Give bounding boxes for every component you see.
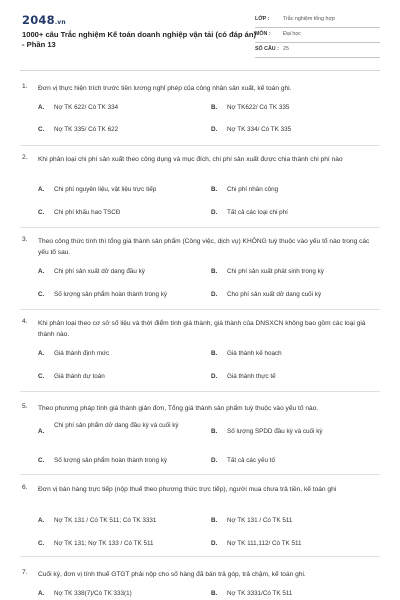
answer-text: Nợ TK 335/ Có TK 622 [54,126,119,133]
answer-letter: A. [38,186,45,193]
question-text: Cuối kỳ, đơn vị tính thuế GTGT phải nộp cho số hàng đã bán trả góp, trả chậm, kế toán ghi. [38,571,306,578]
site-logo[interactable] [22,13,66,27]
question-text: Đơn vị bán hàng trực tiếp (nộp thuế theo phương thức trực tiếp), người mua chưa trả tiền, kế toán ghi [38,486,337,493]
answer-text: Số lượng SPDD đầu kỳ và cuối kỳ [227,428,323,435]
question-divider [20,391,380,392]
answer-text: Nợ TK 131 / Có TK 511 [227,517,293,524]
question-number: 3. [22,236,28,243]
answer-text: Giá thành dự toán [54,373,105,380]
answer-letter: C. [38,540,45,547]
meta-row-count [255,43,380,58]
answer-letter: D. [211,540,218,547]
answer-letter: B. [211,428,218,435]
question-item [0,83,400,143]
answer-text: Giá thành thực tế [227,373,276,380]
answer-letter: D. [211,457,218,464]
question-number: 5. [22,403,28,410]
question-item [0,484,400,556]
meta-row-class [255,13,380,28]
meta-label: MÔN : [255,31,271,37]
answer-letter: A. [38,104,45,111]
answer-text: Nợ TK 131 / Có TK 511; Có TK 3331 [54,517,157,524]
question-divider [20,227,380,228]
answer-text: Số lượng sản phẩm hoàn thành trong kỳ [54,291,168,298]
answer-letter: C. [38,457,45,464]
answer-text: Giá thành kế hoạch [227,350,282,357]
answer-text: Chi phí nhân công [227,186,279,193]
answer-letter: A. [38,428,45,435]
answer-letter: D. [211,373,218,380]
question-divider [20,145,380,146]
question-number: 1. [22,83,28,90]
answer-letter: B. [211,350,218,357]
answer-text: Nợ TK622/ Có TK 335 [227,104,290,111]
answer-text: Nợ TK 622/ Có TK 334 [54,104,119,111]
answer-text: Giá thành định mức [54,350,110,357]
answer-letter: D. [211,126,218,133]
meta-row-subject [255,28,380,43]
answer-letter: A. [38,350,45,357]
header-divider [20,70,380,71]
document-header [0,0,400,66]
question-item [0,154,400,226]
answer-letter: A. [38,590,45,597]
answer-letter: D. [211,291,218,298]
question-divider [20,474,380,475]
answer-text: Nợ TK 338(7)/Có TK 333(1) [54,590,132,597]
question-item [0,318,400,390]
answer-text: Nợ TK 111,112/ Có TK 511 [227,540,302,547]
answer-letter: B. [211,517,218,524]
question-text: Khi phân loại chi phí sản xuất theo công dụng và mục đích, chi phí sản xuất được chia thành chi phí nào [38,156,343,163]
answer-letter: D. [211,209,218,216]
question-text: Theo phương pháp tính giá thành giản đơn, Tổng giá thành sản phẩm tuỳ thuộc vào yếu tố nào. [38,405,319,412]
answer-letter: C. [38,126,45,133]
answer-letter: B. [211,104,218,111]
meta-value: Trắc nghiệm tổng hợp [283,16,335,22]
question-divider [20,556,380,557]
answer-text: Nợ TK 334/ Có TK 335 [227,126,292,133]
answer-text: Chi phí sản phẩm dở dang đầu kỳ và cuối kỳ [54,422,179,429]
answer-text: Chi phí nguyên liệu, vật liệu trực tiếp [54,186,157,193]
answer-text: Chi phí sản xuất dở dang đầu kỳ [54,268,145,275]
answer-letter: A. [38,268,45,275]
question-number: 7. [22,569,28,576]
meta-value: Đại học [283,31,301,37]
answer-letter: A. [38,517,45,524]
answer-text: Nợ TK 3331/Có TK 511 [227,590,293,597]
question-text: Khi phân loại theo cơ sở số liệu và thời điểm tính giá thành, giá thành của DNSXCN không bao gồm các loại giá thành nào. [38,320,366,338]
question-number: 6. [22,484,28,491]
answer-letter: B. [211,186,218,193]
question-item [0,236,400,308]
answer-text: Chi phí khấu hao TSCĐ [54,209,121,216]
answer-letter: C. [38,291,45,298]
answer-text: Số lượng sản phẩm hoàn thành trong kỳ [54,457,168,464]
meta-value: 25 [283,46,289,52]
answer-letter: C. [38,209,45,216]
answer-text: Chi phí sản xuất phát sinh trong kỳ [227,268,324,275]
question-text: Theo công thức tính thì tổng giá thành sản phẩm (Công việc, dịch vụ) KHÔNG tuỳ thuộc vào yếu tố nào trong các yếu tố sau. [38,238,370,256]
question-item [0,569,400,600]
question-number: 4. [22,318,28,325]
answer-text: Nợ TK 131; Nợ TK 133 / Có TK 511 [54,540,154,547]
meta-label: LỚP : [255,16,270,22]
question-text: Đơn vị thực hiện trích trước tiền lương nghỉ phép của công nhân sản xuất, kế toán ghi. [38,85,292,92]
logo-text: 2048 [22,13,55,27]
question-number: 2. [22,154,28,161]
document-title: 1000+ câu Trắc nghiệm Kế toán doanh nghiệp vận tải (có đáp án) - Phần 13 [22,30,256,49]
answer-text: Tất cả các loại chi phí [227,209,288,216]
document-meta [255,13,380,58]
answer-text: Tất cả các yếu tố [227,457,275,464]
meta-label: SỐ CÂU : [255,46,279,52]
answer-letter: B. [211,268,218,275]
question-divider [20,309,380,310]
answer-letter: B. [211,590,218,597]
logo-suffix: .vn [54,19,66,26]
answer-text: Cho phí sản xuất dở dang cuối kỳ [227,291,322,298]
answer-letter: C. [38,373,45,380]
question-item [0,403,400,473]
